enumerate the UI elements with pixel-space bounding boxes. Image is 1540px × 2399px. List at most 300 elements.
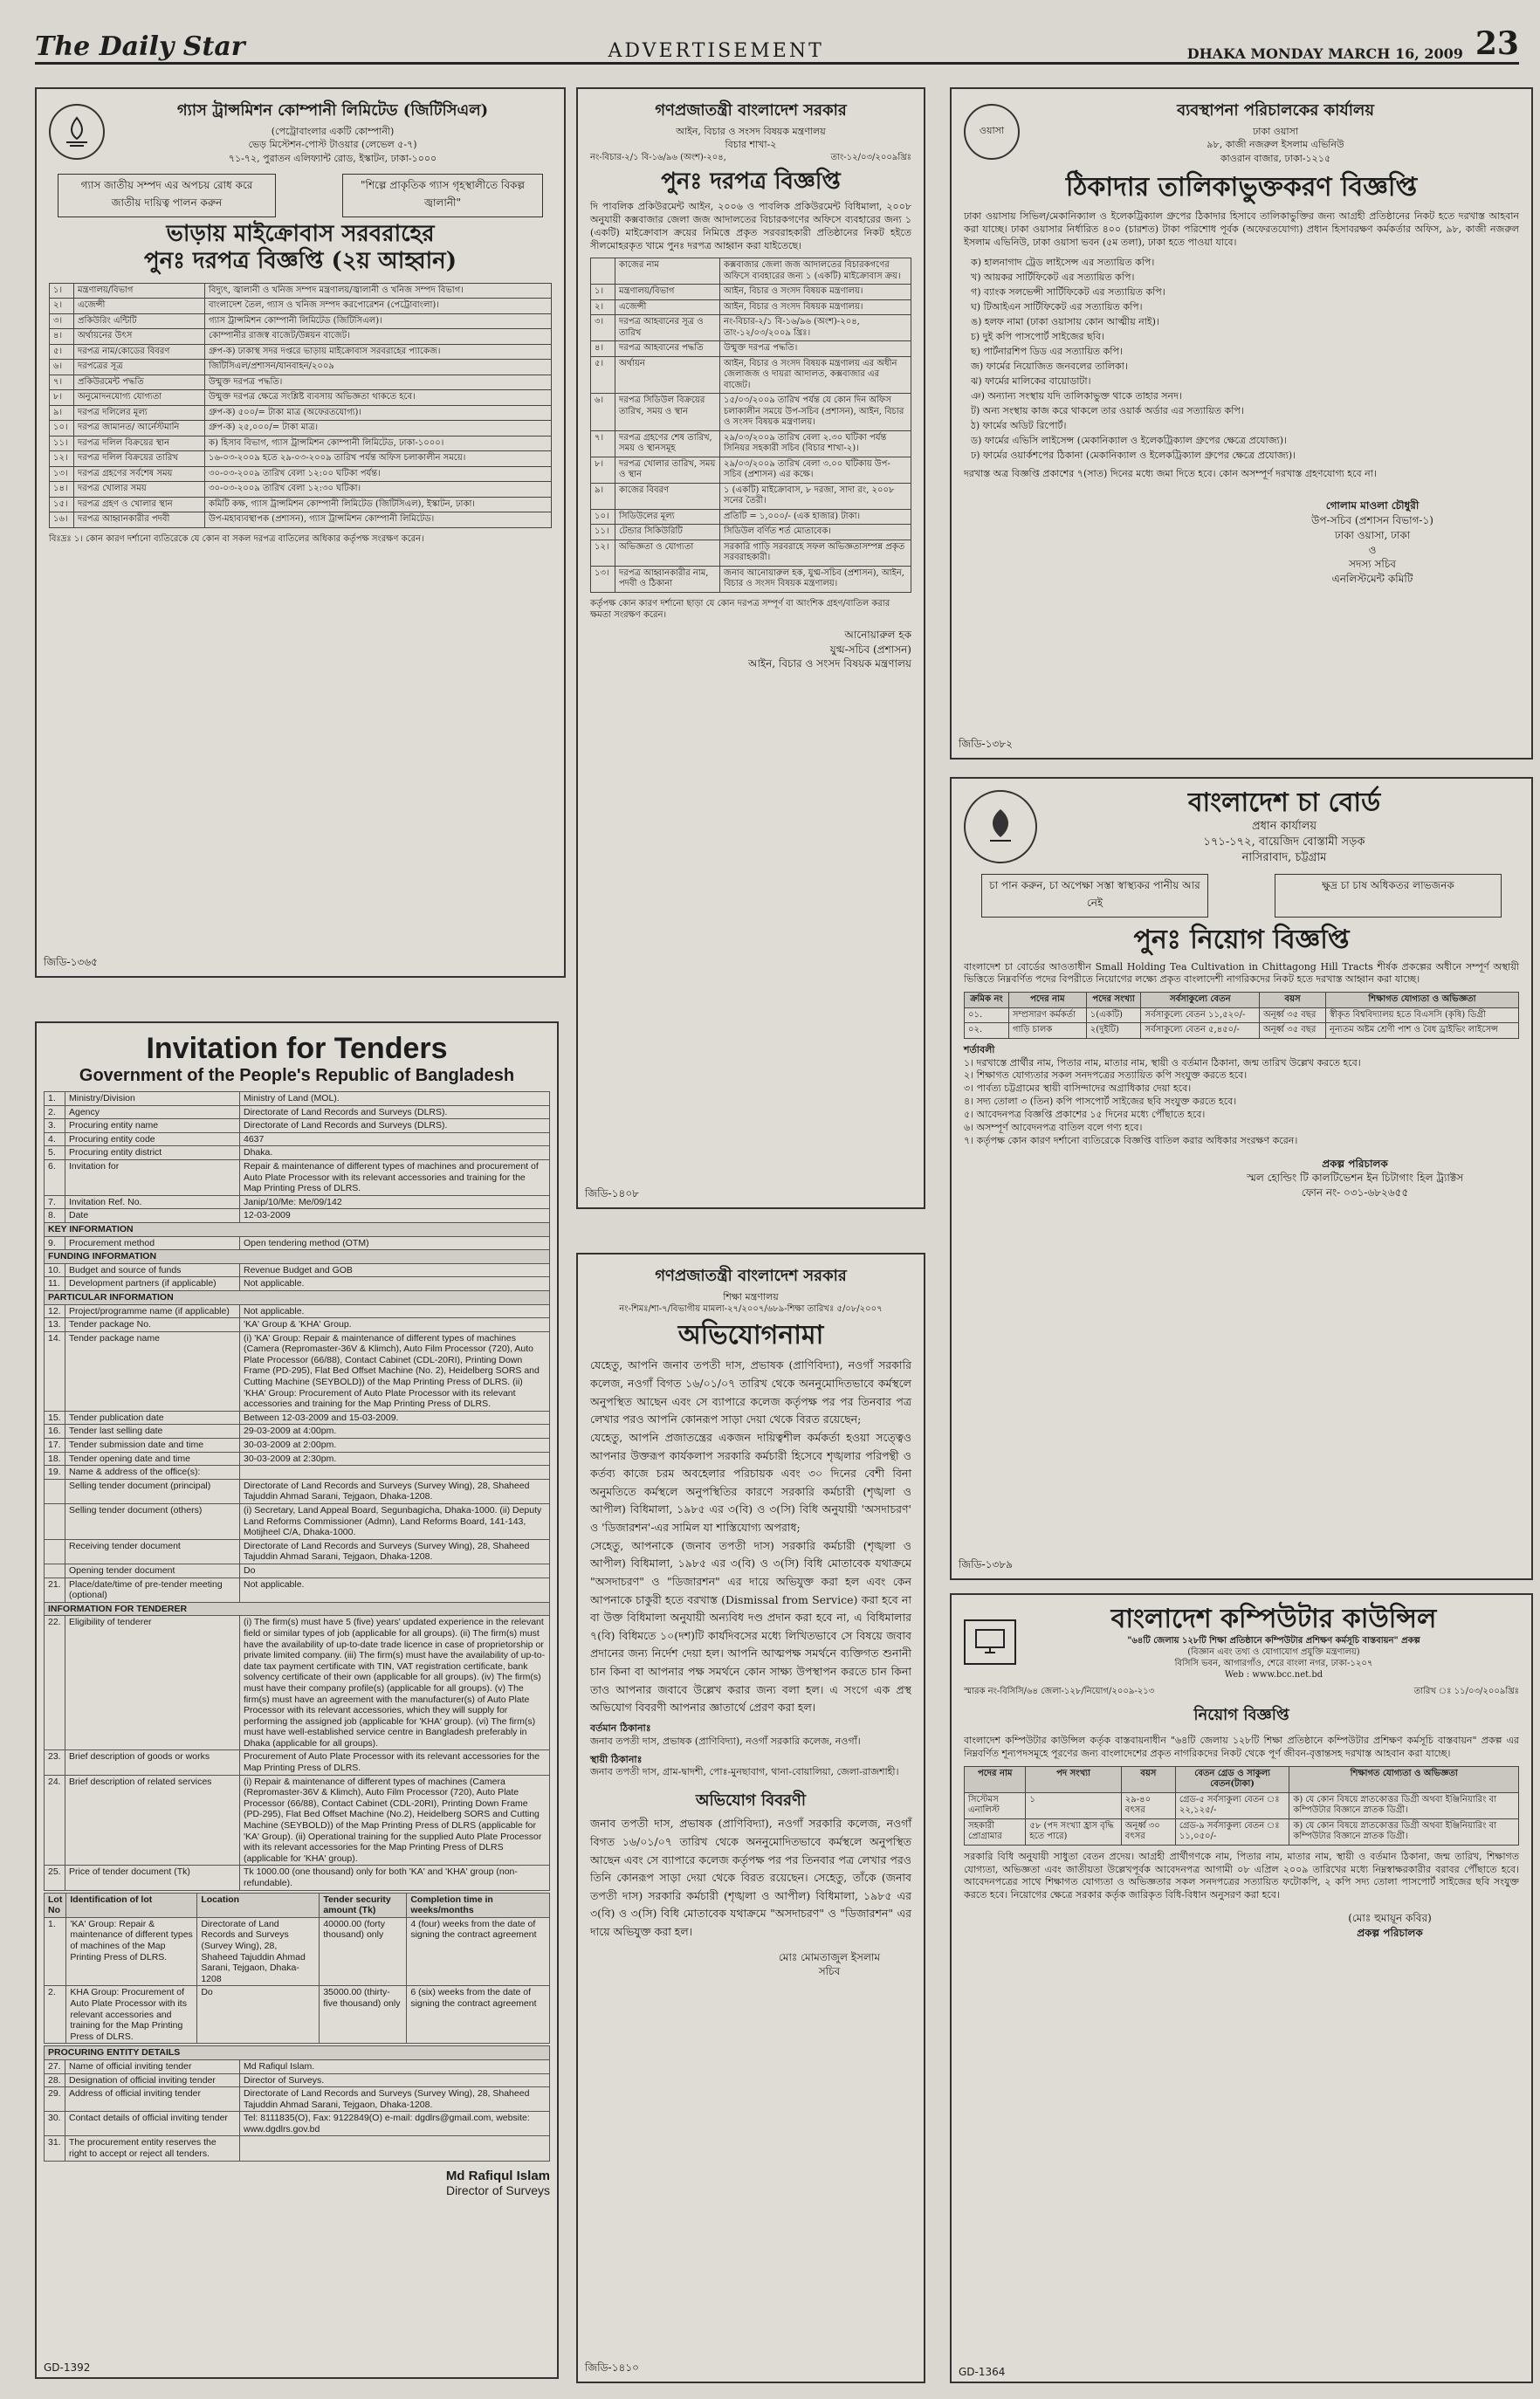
tenders-lot-table <box>44 1893 550 2045</box>
tea-conditions-title: শর্তাবলী <box>964 1043 995 1055</box>
edu-signer: মোঃ মোমতাজুল ইসলাম <box>778 1950 881 1963</box>
row-label: Ministry/Division <box>65 1092 240 1106</box>
table-cell: ১২। <box>50 451 74 467</box>
table-row <box>45 1917 550 1986</box>
wasa-requirements-list <box>971 255 1519 464</box>
law-wing: বিচার শাখা-২ <box>725 139 777 151</box>
row-label: Tender publication date <box>65 1411 240 1425</box>
table-cell: উন্মুক্ত দরপত্র পদ্ধতি। <box>205 375 552 390</box>
table-row <box>45 2136 550 2161</box>
table-row <box>45 1318 550 1332</box>
table-row <box>50 329 552 345</box>
tenders-signer: Md Rafiqul Islam <box>445 2168 550 2183</box>
table-cell: সরকারি গাড়ি সরবরাহে সফল অভিজ্ঞতাসম্পন্ন প্রকৃত সরবরাহকারী। <box>720 540 911 566</box>
table-row <box>50 421 552 436</box>
table-cell: দরপত্র আহ্বানকারীর নাম, পদবী ও ঠিকানা <box>615 566 720 592</box>
table-cell: ১৬-০৩-২০০৯ হতে ২৯-০৩-২০০৯ তারিখ পর্যন্ত অফিস চলাকালীন সময়ে। <box>205 451 552 467</box>
table-row <box>591 509 911 525</box>
row-label: Address of official inviting tender <box>65 2087 240 2112</box>
table-cell: Do <box>197 1986 320 2044</box>
table-cell: দরপত্র গ্রহণের সর্বশেষ সময় <box>74 466 205 482</box>
table-cell: দরপত্র সিডিউল বিক্রয়ের তারিখ, সময় ও স্থান <box>615 394 720 431</box>
table-cell: উন্মুক্ত দরপত্র ক্ষেত্রে সংশ্লিষ্ট ব্যবসায় অভিজ্ঞতা থাকতে হবে। <box>205 390 552 406</box>
wasa-signer: গোলাম মাওলা চৌধুরী <box>1325 499 1420 512</box>
table-cell: ১৬। <box>50 512 74 528</box>
table-cell: ১১। <box>591 525 615 540</box>
table-cell: কক্সবাজার জেলা জজ আদালতের বিচারকগণের অফিসে ব্যবহারের জন্য ১ (একটি) মাইক্রোবাস ক্রয়। <box>720 258 911 285</box>
column-header: পদের নাম <box>965 1766 1026 1792</box>
table-row <box>45 1750 550 1775</box>
row-number: 7. <box>45 1195 65 1209</box>
table-cell: ২। <box>591 299 615 315</box>
table-row <box>591 457 911 483</box>
table-cell: দরপত্র জামানত/ আর্নেস্টমানি <box>74 421 205 436</box>
table-cell: ৩। <box>591 315 615 341</box>
table-cell: অনূর্ধ্ব ৩৫ বছর <box>1260 1023 1326 1039</box>
gtcl-table <box>49 283 552 528</box>
law-intro: দি পাবলিক প্রকিউরমেন্ট আইন, ২০০৬ ও পাবলিক প্রকিউরমেন্ট বিধিমালা, ২০০৮ অনুযায়ী কক্সবাজার জেলা জজ আদালতের বিচারকগণের অফিসে ব্যবহারের জন্য ১ (একটি) মাইক্রোবাস ক্রয়ের নিমিত্তে প্রকৃত সরবরাহকারী প্রতিষ্ঠানের নিকট হইতে সীলমোহরকৃত খামে পুনঃ দরপত্র আহ্বান করা যাইতেছে। <box>590 200 911 251</box>
row-label: Opening tender document <box>65 1564 240 1578</box>
gtcl-title-1: ভাড়ায় মাইক্রোবাস সরবরাহের <box>166 221 435 248</box>
table-cell: নং-বিচার-২/১ বি-১৬/৯৬ (অংশ)-২০৪, তাং-১২/০৩/২০০৯ খ্রিঃ। <box>720 315 911 341</box>
wasa-office: ব্যবস্থাপনা পরিচালকের কার্যালয় <box>1177 101 1374 120</box>
bcc-signer-title: প্রকল্প পরিচালক <box>1357 1926 1423 1939</box>
column-header: Tender security amount (Tk) <box>320 1893 407 1917</box>
law-ref-right: তাং-১২/০৩/২০০৯খ্রিঃ <box>830 152 911 162</box>
tenders-ad <box>35 1021 559 2379</box>
table-cell: ৫। <box>591 356 615 394</box>
tea-board-ad <box>950 777 1533 1580</box>
table-row <box>45 1616 550 1750</box>
table-cell: ১। <box>591 285 615 300</box>
section-header: FUNDING INFORMATION <box>45 1250 550 1264</box>
table-cell: ১(একটি) <box>1086 1007 1141 1023</box>
table-cell: Directorate of Land Records and Surveys (Survey Wing), 28, Shaheed Tajuddin Ahmad Sarani, Tejgaon, Dhaka-1208 <box>197 1917 320 1986</box>
table-cell: KHA Group: Procurement of Auto Plate Processor with its relevant accessories and training for the Map Printing Press of DLRS. <box>66 1986 197 2044</box>
list-item: ঢ) ফার্মের ওয়ার্কশপের ঠিকানা (মেকানিক্যাল ও ইলেকট্রিক্যাল গ্রুপের ক্ষেত্রে প্রযোজ্য)। <box>971 450 1296 462</box>
tea-board-logo-icon <box>964 790 1037 863</box>
table-cell: সহকারী প্রোগ্রামার <box>965 1818 1026 1845</box>
table-row <box>591 540 911 566</box>
table-cell: প্রতিটি = ১,০০০/- (এক হাজার) টাকা। <box>720 509 911 525</box>
column-header: ক্রমিক নং <box>965 993 1009 1008</box>
table-row <box>45 1986 550 2044</box>
table-row <box>45 1195 550 1209</box>
table-row <box>50 283 552 299</box>
table-row <box>45 1439 550 1453</box>
table-row <box>965 1818 1519 1845</box>
row-label: Invitation Ref. No. <box>65 1195 240 1209</box>
list-item: গ) ব্যাংক সলভেন্সী সার্টিফিকেট এর সত্যায়িত কপি। <box>971 285 1165 298</box>
table-cell: গ্যাস ট্রান্সমিশন কোম্পানী লিমিটেড (জিটিসিএল)। <box>205 313 552 329</box>
row-label: Designation of official inviting tender <box>65 2073 240 2087</box>
tea-board-office: প্রধান কার্যালয় <box>1251 820 1317 833</box>
table-cell: দরপত্রের সূত্র <box>74 360 205 375</box>
edu-para-2: যেহেতু, আপনি প্রজাতন্ত্রের একজন দায়িত্বশীল কর্মকর্তা হওয়া সত্ত্বেও আপনার উক্তরূপ কার্যকলাপ সরকারি কর্মচারী হিসেবে শৃঙ্খলার পরিপন্থী ও কর্তব্য কাজে চরম অবহেলার পরিচায়ক এবং ৩০ দিনের বেশী বিনা অনুমতিতে কর্মস্থলে অনুপস্থিতির কারণে সরকারি কর্মচারী (শৃঙ্খলা ও আপীল) বিধিমালা, ১৯৮৫ এর ৩(বি) ও ৩(সি) বিধি অনুযায়ী 'অসদাচরণ' ও 'ডিজারশন'-এর সামিল যা শাস্তিযোগ্য অপরাধ; <box>590 1430 911 1535</box>
table-cell: ১০। <box>50 421 74 436</box>
row-label: Price of tender document (Tk) <box>65 1866 240 1890</box>
row-number: 21. <box>45 1578 65 1602</box>
table-cell: কমিটি কক্ষ, গ্যাস ট্রান্সমিশন কোম্পানী লিমিটেড (জিটিসিএল), ইস্কাটন, ঢাকা। <box>205 497 552 512</box>
section-header: KEY INFORMATION <box>45 1222 550 1236</box>
wasa-signer-title: উপ-সচিব (প্রশাসন বিভাগ-১) <box>1311 514 1433 526</box>
bcc-date: তারিখ ঃ ১১/০৩/২০০৯খ্রিঃ <box>1413 1687 1519 1696</box>
row-label: Contact details of official inviting tender <box>65 2112 240 2136</box>
row-number: 8. <box>45 1209 65 1223</box>
edu-header: গণপ্রজাতন্ত্রী বাংলাদেশ সরকার <box>655 1267 847 1285</box>
table-row <box>45 2112 550 2136</box>
row-label: Budget and source of funds <box>65 1263 240 1277</box>
paper-name: The Daily Star <box>35 31 245 62</box>
table-cell: সর্বসাকুল্যে বেতন ১১,৫২০/- <box>1141 1007 1260 1023</box>
table-row <box>45 2059 550 2073</box>
row-value: 'KA' Group & 'KHA' Group. <box>240 1318 550 1332</box>
table-row <box>591 525 911 540</box>
row-number: 16. <box>45 1425 65 1439</box>
table-row <box>45 1479 550 1503</box>
list-item: খ) আয়কর সার্টিফিকেট এর সত্যায়িত কপি। <box>971 271 1135 283</box>
row-number: 5. <box>45 1146 65 1160</box>
table-cell: 4 (four) weeks from the date of signing the contract agreement <box>407 1917 550 1986</box>
wasa-address-2: কাওরান বাজার, ঢাকা-১২১৫ <box>1220 152 1331 164</box>
table-row <box>45 1159 550 1195</box>
table-cell: ৩০-০৩-২০০৯ তারিখ বেলা ১২:৩০ ঘটিকা। <box>205 482 552 498</box>
table-cell: প্রকিউরিং এন্টিটি <box>74 313 205 329</box>
list-item: জ) ফার্মের নিয়োজিত জনবলের তালিকা। <box>971 361 1128 373</box>
column-header: Identification of lot <box>66 1893 197 1917</box>
table-cell: দরপত্র আহবানের পদ্ধতি <box>615 341 720 357</box>
bcc-ref: স্মারক নং-বিসিসি/৬৪ জেলা-১২৮/নিয়োগ/২০০৯-২১৩ <box>964 1687 1155 1696</box>
wasa-signer-org-1: ঢাকা ওয়াসা, ঢাকা <box>1334 528 1411 541</box>
row-number: 19. <box>45 1466 65 1480</box>
row-value: 29-03-2009 at 4:00pm. <box>240 1425 550 1439</box>
table-cell: ২৯-৪০ বৎসর <box>1121 1792 1175 1818</box>
table-row <box>45 1119 550 1133</box>
law-header: গণপ্রজাতন্ত্রী বাংলাদেশ সরকার <box>655 101 847 120</box>
table-cell: কাজের নাম <box>615 258 720 285</box>
edu-title: অভিযোগনামা <box>677 1320 824 1351</box>
table-cell: অনূর্ধ্ব ৩০ বৎসর <box>1121 1818 1175 1845</box>
wasa-signer-org-3: সদস্য সচিব <box>1349 558 1396 571</box>
table-row <box>45 1775 550 1866</box>
table-cell: দরপত্র নাম/কোডের বিবরণ <box>74 344 205 360</box>
row-label: Date <box>65 1209 240 1223</box>
table-cell: জিটিসিএল/প্রশাসন/যানবাহন/২০০৯ <box>205 360 552 375</box>
table-cell: জনাব আনোয়ারুল হক, যুগ্ম-সচিব (প্রশাসন), আইন, বিচার ও সংসদ বিষয়ক মন্ত্রণালয়। <box>720 566 911 592</box>
table-cell: ৭। <box>591 430 615 457</box>
row-number: 17. <box>45 1439 65 1453</box>
table-row <box>50 466 552 482</box>
row-label: Agency <box>65 1105 240 1119</box>
table-cell: আইন, বিচার ও সংসদ বিষয়ক মন্ত্রণালয়। <box>720 285 911 300</box>
table-cell: ক) যে কোন বিষয়ে স্নাতকোত্তর ডিগ্রী অথবা ইঞ্জিনিয়ারিং বা কম্পিউটার বিজ্ঞানে স্নাতক ডিগ্রী। <box>1289 1792 1519 1818</box>
wasa-address-1: ৯৮, কাজী নজরুল ইসলাম এভিনিউ <box>1207 139 1344 151</box>
law-signer-title: যুগ্ম-সচিব (প্রশাসন) <box>829 643 911 656</box>
table-cell: গ্রেড-৫ সর্বসাকুল্য বেতন ঃ ২২,১২৫/- <box>1175 1792 1289 1818</box>
row-label: Tender opening date and time <box>65 1452 240 1466</box>
table-cell: ১৫/০৩/২০০৯ তারিখ পর্যন্ত যে কোন দিন অফিস চলাকালীন সময়ে উপ-সচিব (প্রশাসন), আইন, বিচার ও সংসদ বিষয়ক মন্ত্রণালয়। <box>720 394 911 431</box>
row-label: Tender package name <box>65 1331 240 1411</box>
row-label: The procurement entity reserves the right to accept or reject all tenders. <box>65 2136 240 2161</box>
table-row <box>50 360 552 375</box>
row-label: Procuring entity code <box>65 1132 240 1146</box>
table-cell: গ্রেড-৯ সর্বসাকুল্য বেতন ঃ ১১,০৫০/- <box>1175 1818 1289 1845</box>
table-cell: সিডিউল বর্ণিত শর্ত মোতাবেক। <box>720 525 911 540</box>
table-row <box>45 1331 550 1411</box>
row-number: 22. <box>45 1616 65 1750</box>
edu-address-title-1: বর্তমান ঠিকানাঃ <box>590 1722 651 1734</box>
table-row <box>50 436 552 451</box>
table-cell: ৮। <box>591 457 615 483</box>
row-value: 30-03-2009 at 2:30pm. <box>240 1452 550 1466</box>
gtcl-org-line: (পেট্রোবাংলার একটি কোম্পানী) <box>271 126 395 137</box>
table-cell: গ্রুপ-ক) ঢাকাস্থ সদর দপ্তরে ভাড়ায় মাইক্রোবাস সরবরাহের প্যাকেজ। <box>205 344 552 360</box>
edu-para-1: যেহেতু, আপনি জনাব তপতী দাস, প্রভাষক (প্রাণিবিদ্যা), নওগাঁ সরকারি কলেজ, নওগাঁ বিগত ১৬/০১/০৭ তারিখ থেকে অননুমোদিতভাবে কর্মস্থলে অনুপস্থিত আছেন এবং সে ব্যাপারে কলেজ কর্তৃপক্ষ পর পর তিনবার পত্র লেখার পরও আপনি কোনরূপ সাড়া দেয়া থেকে বিরত রয়েছেন; <box>590 1358 911 1426</box>
table-cell: গাড়ি চালক <box>1008 1023 1086 1039</box>
row-value: Not applicable. <box>240 1277 550 1291</box>
table-cell: ৬। <box>591 394 615 431</box>
row-value: Revenue Budget and GOB <box>240 1263 550 1277</box>
column-header: বয়স <box>1121 1766 1175 1792</box>
table-cell: সিডিউলের মূল্য <box>615 509 720 525</box>
table-row <box>45 1277 550 1291</box>
table-row <box>45 1290 550 1304</box>
table-cell: এজেন্সী <box>74 299 205 314</box>
table-row <box>45 1411 550 1425</box>
gtcl-address-1: ভেড় মিস্টেশন-পোস্ট টাওয়ার (লেভেল ৫-৭) <box>248 139 417 151</box>
table-row <box>45 1236 550 1250</box>
table-cell <box>591 258 615 285</box>
table-row <box>50 375 552 390</box>
list-item: ছ) পার্টনারশিপ ডিড এর সত্যায়িত কপি। <box>971 345 1123 357</box>
row-number: 2. <box>45 1105 65 1119</box>
table-cell: অর্থায়ন <box>615 356 720 394</box>
edu-statement: জনাব তপতী দাস, প্রভাষক (প্রাণিবিদ্যা), নওগাঁ সরকারি কলেজ, নওগাঁ বিগত ১৬/০১/০৭ তারিখ থেকে অননুমোদিতভাবে কর্মস্থলে অনুপস্থিত আছেন এবং সে ব্যাপারে কলেজ কর্তৃপক্ষ পর পর তিনবার পত্র লেখার পরও তিনি কোনরূপ সাড়া দেয়া থেকে বিরত রয়েছেন। সেহেতু, তাঁকে (জনাব তপতী দাস) সরকারি কর্মচারী (শৃঙ্খলা ও আপীল) বিধিমালা, ১৯৮৫ এর ৩(বি) ও ৩(সি) বিধি মোতাবেক যথাক্রমে "অসদাচরণ" ও "ডিজারশন" এর দায়ে অভিযুক্ত করা হল। <box>590 1817 911 1939</box>
row-label: Selling tender document (principal) <box>65 1479 240 1503</box>
tea-conditions-list <box>964 1057 1519 1148</box>
column-header: শিক্ষাগত যোগ্যতা ও অভিজ্ঞতা <box>1325 993 1518 1008</box>
table-row <box>50 313 552 329</box>
table-cell: ৫৮ (পদ সংখ্যা হ্রাস বৃদ্ধি হতে পারে) <box>1026 1818 1121 1845</box>
table-cell: গ্রুপ-ক) ২৫,০০০/= টাকা মাত্র। <box>205 421 552 436</box>
wasa-ad <box>950 87 1533 760</box>
gtcl-address-2: ৭১-৭২, পুরাতন এলিফ্যান্ট রোড, ইস্কাটন, ঢাকা-১০০০ <box>228 152 437 164</box>
wasa-intro: ঢাকা ওয়াসায় সিভিল/মেকানিক্যাল ও ইলেকট্রিক্যাল গ্রুপের ঠিকাদার হিসাবে তালিকাভুক্তির জন্য আগ্রহী প্রতিষ্ঠানের নিকট হতে দরখাস্ত আহবান করা যাচ্ছে। ঢাকা ওয়াসার নির্ধারিত ৪০০ (চারশত) টাকা পরিশোধ পূর্বক (অফেরতযোগ্য) প্রধান হিসাবরক্ষণ কর্মকর্তার অফিস, ৯৮, কাজী নজরুল ইসলাম এভিনিউ, ঢাকা ওয়াসা ভবন (৫ম তলা), ঢাকা হতে পাওয়া যাবে। <box>964 210 1519 248</box>
table-row <box>591 285 911 300</box>
table-cell: গ্রুপ-ক) ৫০০/= টাকা মাত্র (অফেরতযোগ্য)। <box>205 405 552 421</box>
bcc-ad <box>950 1593 1533 2383</box>
bcc-body-text: সরকারি বিধি অনুযায়ী সাধুতা বেতন প্রদেয়। আগ্রহী প্রার্থীগণকে নাম, পিতার নাম, মাতার নাম, স্থায়ী ও বর্তমান ঠিকানা, জন্ম তারিখ, শিক্ষাগত যোগ্যতা, অভিজ্ঞতা এবং জাতীয়তা উল্লেখপূর্বক আবেদনপত্র আগামী ০৮ এপ্রিল ২০০৯ তারিখের মধ্যে নিম্নস্বাক্ষরকারীর বরাবর পৌঁছাতে হবে। আবেদনপত্রের সাথে শিক্ষাগত যোগ্যতা ও অভিজ্ঞতার সকল সনদপত্রের সত্যায়িত ফটোকপি, ২ কপি সদ্য তোলা পাসপোর্ট সাইজের ছবি সংযুক্ত করতে হবে। নিয়োগের ক্ষেত্রে সরকার কর্তৃক জারিকৃত বিধি-বিধান অনুসরণ করা হবে। <box>964 1850 1519 1901</box>
table-cell: ৩০-০৩-২০০৯ তারিখ বেলা ১২:০০ ঘটিকা পর্যন্ত। <box>205 466 552 482</box>
row-label: Procuring entity name <box>65 1119 240 1133</box>
table-cell: 1. <box>45 1917 66 1986</box>
row-label: Procurement method <box>65 1236 240 1250</box>
bcc-address: বিসিসি ভবন, আগারগাঁও, শেরে বাংলা নগর, ঢাকা-১২০৭ <box>1174 1659 1373 1668</box>
table-cell: ১। <box>50 283 74 299</box>
row-label: Place/date/time of pre-tender meeting (optional) <box>65 1578 240 1602</box>
row-number: 31. <box>45 2136 65 2161</box>
table-row <box>45 1222 550 1236</box>
section-header: INFORMATION FOR TENDERER <box>45 1602 550 1616</box>
table-cell: ৭। <box>50 375 74 390</box>
table-cell: কোম্পানীর রাজস্ব বাজেট/উন্নয়ন বাজেট। <box>205 329 552 345</box>
row-number <box>45 1479 65 1503</box>
row-label: Name & address of the office(s): <box>65 1466 240 1480</box>
table-row <box>591 483 911 509</box>
table-cell: অভিজ্ঞতা ও যোগ্যতা <box>615 540 720 566</box>
tenders-signer-title: Director of Surveys <box>445 2182 550 2197</box>
table-row <box>591 394 911 431</box>
gtcl-notes: বিঃদ্রঃ ১। কোন কারণ দর্শানো ব্যতিরেকে যে কোন বা সকল দরপত্র বাতিলের অধিকার কর্তৃপক্ষ সংরক্ষণ করেন। <box>49 533 424 544</box>
row-number: 18. <box>45 1452 65 1466</box>
row-number: 10. <box>45 1263 65 1277</box>
table-cell: 40000.00 (forty thousand) only <box>320 1917 407 1986</box>
row-value: (i) The firm(s) must have 5 (five) years' updated experience in the relevant field or similar types of job (applicable for all groups). (ii) The firm(s) must have the availability of up-to-date trade licence in case of proprietorship or private limited company. (iii) The firm(s) must have the availability of up-to-date tax payment certificate with TIN, VAT registration certificate, bank solvency certificate of their own (applicable for all groups). (iv) The firm(s) must have their company profile(s) (applicable for all groups). (v) The firm(s) must have an agreement with the manufacturer(s) of Auto Plate Processor with its relevant accessories, which they will supply for performing the assigned job (applicable for 'KHA' group). (vi) The firm(s) must have well-established service centre in Bangladesh preferably in Dhaka (applicable for all groups). <box>240 1616 550 1750</box>
table-cell: ১১। <box>50 436 74 451</box>
list-item: ৩। পার্বত্য চট্টগ্রামের স্থায়ী বাসিন্দাদের অগ্রাধিকার দেয়া হবে। <box>964 1083 1192 1095</box>
table-cell: ১ (একটি) মাইক্রোবাস, ৮ দরজা, সাদা রং, ২০০৮ সনের তৈরী। <box>720 483 911 509</box>
row-value: (i) Secretary, Land Appeal Board, Segunbagicha, Dhaka-1000. (ii) Deputy Land Reforms Commissioner (Admn), Land Reforms Board, 141-143, Motijheel C/A, Dhaka-1000. <box>240 1504 550 1540</box>
table-row <box>45 1263 550 1277</box>
table-cell: স্বীকৃত বিশ্ববিদ্যালয় হতে বিএসসি (কৃষি) ডিগ্রী <box>1325 1007 1518 1023</box>
tea-board-address-2: নাসিরাবাদ, চট্টগ্রাম <box>1241 851 1327 865</box>
table-cell: ৫। <box>50 344 74 360</box>
page-number: 23 <box>1475 25 1519 62</box>
row-value: 4637 <box>240 1132 550 1146</box>
table-cell: ক) হিসাব বিভাগ, গ্যাস ট্রান্সমিশন কোম্পানী লিমিটেড, ঢাকা-১০০০। <box>205 436 552 451</box>
table-row <box>45 1304 550 1318</box>
tea-board-org: বাংলাদেশ চা বোর্ড <box>1187 787 1381 818</box>
wasa-org: ঢাকা ওয়াসা <box>1252 126 1299 137</box>
table-cell: নূন্যতম অষ্টম শ্রেণী পাশ ও বৈধ ড্রাইভিং লাইসেন্স <box>1325 1023 1518 1039</box>
row-value: Directorate of Land Records and Surveys (Survey Wing), 28, Shaheed Tajuddin Ahmad Sarani, Tejgaon, Dhaka-1208. <box>240 1479 550 1503</box>
edu-address-title-2: স্থায়ী ঠিকানাঃ <box>590 1753 643 1765</box>
list-item: ৫। আবেদনপত্র বিজ্ঞপ্তি প্রকাশের ১৫ দিনের মধ্যে পৌঁছাতে হবে। <box>964 1108 1206 1120</box>
list-item: চ) দুই কপি পাসপোর্ট সাইজের ছবি। <box>971 330 1104 342</box>
gtcl-gd-number: জিডি-১৩৬৫ <box>44 956 98 968</box>
table-cell: ৬। <box>50 360 74 375</box>
row-label: Name of official inviting tender <box>65 2059 240 2073</box>
table-row <box>591 566 911 592</box>
tea-table <box>964 992 1519 1039</box>
column-header: পদের সংখ্যা <box>1086 993 1141 1008</box>
law-signer-org: আইন, বিচার ও সংসদ বিষয়ক মন্ত্রণালয় <box>747 657 911 670</box>
wasa-signer-org-2: ও <box>1368 543 1377 556</box>
tea-board-address-1: ১৭১-১৭২, বায়েজিদ বোস্তামী সড়ক <box>1203 835 1365 849</box>
table-row <box>591 299 911 315</box>
tenders-gd-number: GD-1392 <box>44 2361 91 2374</box>
table-cell: দরপত্র গ্রহণ ও খোলার স্থান <box>74 497 205 512</box>
table-row <box>591 356 911 394</box>
table-cell: ১৩। <box>50 466 74 482</box>
list-item: ১। দরখাস্তে প্রার্থীর নাম, পিতার নাম, মাতার নাম, স্থায়ী ও বর্তমান ঠিকানা, জন্ম তারিখ উল্লেখ করতে হবে। <box>964 1056 1361 1069</box>
table-cell: বিদ্যুৎ, জ্বালানী ও খনিজ সম্পদ মন্ত্রণালয়/জ্বালানী ও খনিজ সম্পদ বিভাগ। <box>205 283 552 299</box>
edu-statement-title: অভিযোগ বিবরণী <box>695 1791 807 1811</box>
gtcl-company-name: গ্যাস ট্রান্সমিশন কোম্পানী লিমিটেড (জিটিসিএল) <box>176 101 489 120</box>
bcc-gd-number: GD-1364 <box>959 2366 1006 2378</box>
table-row <box>50 512 552 528</box>
row-value <box>240 2136 550 2161</box>
tea-signer-phone: ফোন নং- ০৩১-৬৮২৬৫৫ <box>1301 1186 1409 1200</box>
table-cell: উন্মুক্ত দরপত্র পদ্ধতি। <box>720 341 911 357</box>
row-number <box>45 1539 65 1564</box>
table-cell: ৮। <box>50 390 74 406</box>
row-label: Development partners (if applicable) <box>65 1277 240 1291</box>
table-row <box>50 344 552 360</box>
table-cell: কাজের বিবরণ <box>615 483 720 509</box>
row-value: Directorate of Land Records and Surveys (DLRS). <box>240 1105 550 1119</box>
column-header: পদের নাম <box>1008 993 1086 1008</box>
row-number: 11. <box>45 1277 65 1291</box>
bcc-tagline: "৬৪টি জেলায় ১২৮টি শিক্ষা প্রতিষ্ঠানে কম্পিউটার প্রশিক্ষণ কর্মসূচি বাস্তবায়ন" প্রকল্প <box>1127 1636 1420 1646</box>
edu-gd-number: জিডি-১৪১০ <box>585 2361 639 2374</box>
table-row <box>50 299 552 314</box>
row-number: 4. <box>45 1132 65 1146</box>
table-cell: 'KA' Group: Repair & maintenance of different types of machines of the Map Printing Press of DLRS. <box>66 1917 197 1986</box>
row-label: Selling tender document (others) <box>65 1504 240 1540</box>
table-row <box>50 497 552 512</box>
table-cell: ৯। <box>50 405 74 421</box>
row-value: Repair & maintenance of different types of machines and procurement of Auto Plate Processor with its relevant accessories and training for the Map Printing Press of DLRS. <box>240 1159 550 1195</box>
row-label: Tender last selling date <box>65 1425 240 1439</box>
table-cell: দরপত্র দলিল বিক্রয়ের তারিখ <box>74 451 205 467</box>
row-number: 15. <box>45 1411 65 1425</box>
row-number: 27. <box>45 2059 65 2073</box>
column-header: Location <box>197 1893 320 1917</box>
row-value: Not applicable. <box>240 1304 550 1318</box>
list-item: ঙ) হলফ নামা (ঢাকা ওয়াসায় কোন আত্মীয় নাই)। <box>971 315 1159 327</box>
gtcl-slogan-right: "শিল্পে প্রাকৃতিক গ্যাস গৃহস্থালীতে বিকল্প জ্বালানী" <box>342 174 543 217</box>
tea-signer-title: প্রকল্প পরিচালক <box>1322 1157 1388 1170</box>
list-item: ড) ফার্মের এভিসি লাইসেন্স (মেকানিক্যাল ও ইলেকট্রিক্যাল গ্রুপের ক্ষেত্রে প্রযোজ্য)। <box>971 435 1287 447</box>
table-cell: এজেন্সী <box>615 299 720 315</box>
row-value: Do <box>240 1564 550 1578</box>
table-cell: উপ-মহাব্যবস্থাপক (প্রশাসন), গ্যাস ট্রান্সমিশন কোম্পানী লিমিটেড। <box>205 512 552 528</box>
row-value: 12-03-2009 <box>240 1209 550 1223</box>
gtcl-title-2: পুনঃ দরপত্র বিজ্ঞপ্তি (২য় আহ্বান) <box>143 248 457 275</box>
row-value: Director of Surveys. <box>240 2073 550 2087</box>
row-value: Open tendering method (OTM) <box>240 1236 550 1250</box>
edu-address-1: জনাব তপতী দাস, প্রভাষক (প্রাণিবিদ্যা), নওগাঁ সরকারি কলেজ, নওগাঁ। <box>590 1735 861 1747</box>
column-header: বয়স <box>1260 993 1326 1008</box>
row-number: 12. <box>45 1304 65 1318</box>
table-cell: 35000.00 (thirty-five thousand) only <box>320 1986 407 2044</box>
row-number: 24. <box>45 1775 65 1866</box>
tea-intro: বাংলাদেশ চা বোর্ডের আওতাধীন Small Holding Tea Cultivation in Chittagong Hill Tracts শীর্ষক প্রকল্পের অধীনে সম্পূর্ণ অস্থায়ী ভিত্তিতে নিম্নবর্ণিত পদের বিপরীতে নিয়োগের লক্ষ্যে প্রকৃত বাংলাদেশী নাগরিকদের নিকট হতে দরখাস্ত আহ্বান করা যাচ্ছে। <box>964 960 1519 986</box>
table-cell: বাংলাদেশ তৈল, গ্যাস ও খনিজ সম্পদ করপোরেশন (পেট্রোবাংলা)। <box>205 299 552 314</box>
table-cell: টেন্ডার সিকিউরিটি <box>615 525 720 540</box>
table-cell: দরপত্র গ্রহণের শেষ তারিখ, সময় ও স্থানসমূহ <box>615 430 720 457</box>
table-row <box>50 482 552 498</box>
table-cell: ২। <box>50 299 74 314</box>
table-cell: অনুমোদনযোগ্য যোগ্যতা <box>74 390 205 406</box>
row-number: 23. <box>45 1750 65 1775</box>
table-row <box>50 390 552 406</box>
list-item: ঞ) অন্যান্য সংস্থায় যদি তালিকাভুক্ত থাকে তাহার সনদ। <box>971 390 1182 402</box>
row-value: Ministry of Land (MOL). <box>240 1092 550 1106</box>
wasa-gd-number: জিডি-১৩৮২ <box>959 738 1013 750</box>
column-header: শিক্ষাগত যোগ্যতা ও অভিজ্ঞতা <box>1289 1766 1519 1792</box>
table-row <box>50 405 552 421</box>
row-value: Directorate of Land Records and Surveys (Survey Wing), 28, Shaheed Tajuddin Ahmad Sarani, Tejgaon, Dhaka-1208. <box>240 2087 550 2112</box>
table-cell: ৪। <box>591 341 615 357</box>
row-number: 9. <box>45 1236 65 1250</box>
table-cell: সিস্টেমস এনালিস্ট <box>965 1792 1026 1818</box>
table-cell: ০২. <box>965 1023 1009 1039</box>
row-number <box>45 1564 65 1578</box>
row-number: 25. <box>45 1866 65 1890</box>
list-item: ৬। অসম্পূর্ণ আবেদনপত্র বাতিল বলে গণ্য হবে। <box>964 1121 1143 1133</box>
